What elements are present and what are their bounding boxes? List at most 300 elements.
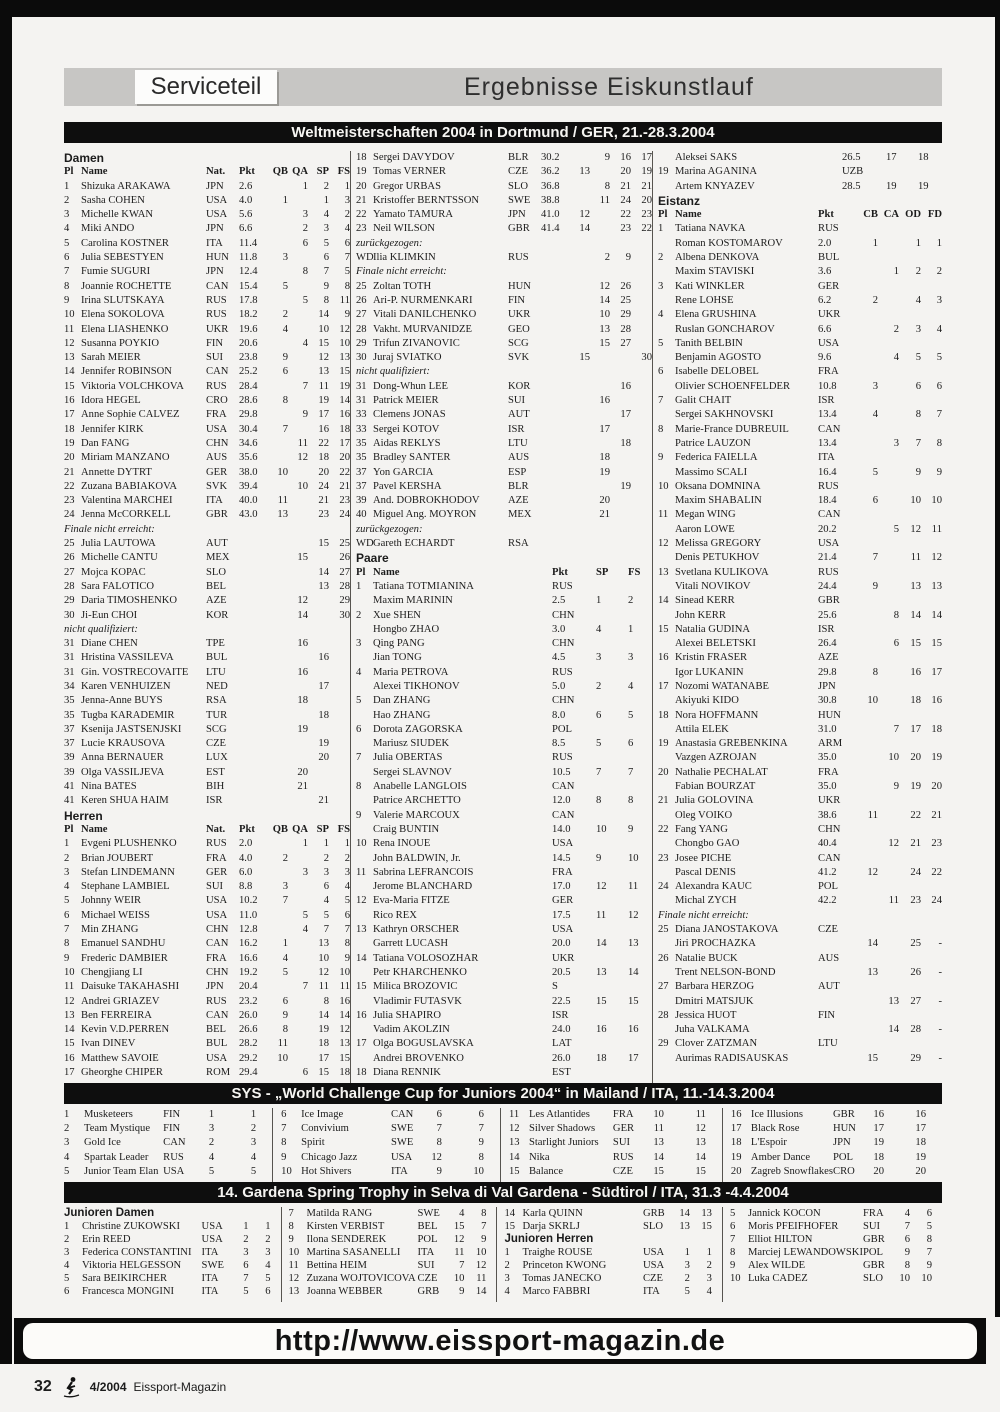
cell: QB: [272, 823, 288, 835]
cell: [541, 451, 571, 465]
cell: [308, 637, 329, 651]
result-row: [64, 980, 350, 994]
results-column-3: [652, 151, 942, 1083]
cell: 17: [873, 1123, 884, 1135]
cell: ITA: [201, 1286, 219, 1297]
cell: [610, 508, 631, 522]
cell: [329, 637, 350, 651]
result-row: [730, 1246, 938, 1259]
cell: CRO: [206, 395, 228, 407]
cell: KOR: [508, 380, 531, 392]
cell: 14: [599, 294, 610, 306]
cell: 3: [596, 652, 602, 664]
cell: FIN: [508, 294, 526, 306]
cell: [239, 551, 269, 565]
result-row: [64, 551, 350, 565]
cell: [590, 480, 610, 494]
cell: 12.4: [239, 266, 258, 278]
cell: 8: [926, 1234, 932, 1245]
cell: [921, 852, 942, 866]
cell: KOR: [206, 609, 229, 621]
cell: [658, 837, 675, 851]
cell: [878, 809, 899, 823]
result-row: [658, 980, 942, 994]
cell: [541, 480, 571, 494]
cell: Christine ZUKOWSKI: [82, 1221, 180, 1232]
cell: 20.5: [552, 966, 571, 978]
cell: [269, 294, 288, 308]
cell: [571, 380, 590, 394]
cell: 4.0: [239, 194, 253, 206]
cell: CB: [863, 209, 878, 221]
cell: [269, 551, 288, 565]
cell: [858, 437, 878, 451]
cell: [288, 737, 308, 751]
cell: [858, 1037, 878, 1051]
cell: CAN: [818, 423, 841, 435]
cell: Pl: [64, 823, 74, 835]
cell: Sergei DAVYDOV: [373, 152, 455, 163]
cell: 18: [599, 452, 610, 464]
cell: Rico REX: [373, 909, 417, 921]
cell: Michael WEISS: [81, 909, 150, 921]
cell: 23.8: [239, 352, 258, 364]
result-row: [356, 1037, 652, 1051]
cell: [628, 923, 652, 937]
cell: CAN: [552, 809, 575, 821]
cell: [239, 651, 269, 665]
cell: -: [938, 1024, 942, 1036]
result-row: [64, 780, 350, 794]
cell: [878, 280, 899, 294]
cell: [571, 337, 590, 351]
cell: [541, 394, 571, 408]
cell: 7: [459, 1260, 465, 1271]
cell: 19: [318, 395, 329, 407]
cell: 1: [504, 1247, 510, 1258]
sys-column-1: [64, 1108, 272, 1182]
sys-column-2: [272, 1108, 500, 1182]
cell: 14: [339, 1009, 350, 1021]
cell: 15: [64, 380, 75, 392]
cell: Patrick MEIER: [373, 395, 439, 407]
result-row: [64, 852, 350, 866]
cell: 5: [243, 1286, 249, 1297]
cell: Andrei BROVENKO: [373, 1052, 464, 1064]
cell: 14: [318, 309, 329, 321]
magazine-name: Eissport-Magazin: [133, 1380, 227, 1394]
result-row: [356, 1066, 652, 1080]
result-row: [658, 751, 942, 765]
cell: GER: [818, 280, 840, 292]
cell: FIN: [206, 337, 224, 349]
cell: Olga BOGUSLAVSKA: [373, 1038, 474, 1050]
cell: Natalie BUCK: [675, 952, 738, 964]
cell: 15: [508, 1165, 520, 1177]
cell: Anne Sophie CALVEZ: [81, 409, 180, 421]
cell: [658, 866, 675, 880]
cell: 20: [931, 781, 942, 793]
cell: 5: [628, 709, 634, 721]
cell: [308, 723, 329, 737]
cell: 21: [356, 194, 367, 206]
cell: Annette DYTRT: [81, 466, 152, 478]
cell: 4: [628, 680, 634, 692]
cell: Eva-Maria FITZE: [373, 895, 450, 907]
cell: [239, 637, 269, 651]
cell: [858, 623, 878, 637]
cell: 13: [867, 966, 878, 978]
cell: 3: [64, 1137, 70, 1149]
cell: 9: [936, 466, 942, 478]
cell: Matilda RANG: [306, 1208, 373, 1219]
cell: 19: [620, 480, 631, 492]
cell: 20: [339, 452, 350, 464]
cell: 18: [356, 152, 367, 163]
cell: FIN: [163, 1123, 181, 1135]
subsection-label: Finale nicht erreicht:: [356, 266, 447, 278]
cell: [878, 1052, 899, 1066]
cell: Frederic DAMBIER: [81, 952, 168, 964]
cell: 16: [915, 1109, 926, 1120]
cell: Rene LOHSE: [675, 294, 734, 306]
cell: 16: [297, 666, 308, 678]
cell: [239, 609, 269, 623]
cell: Ji-Eun CHOI: [81, 609, 138, 621]
cell: 1: [915, 237, 921, 249]
cell: Alexei BELETSKI: [675, 638, 756, 650]
cell: Yon GARCIA: [373, 466, 434, 478]
cell: 9: [915, 466, 921, 478]
cell: Elena GRUSHINA: [675, 309, 757, 321]
cell: 18: [730, 1137, 742, 1149]
cell: 15: [701, 1221, 712, 1232]
cell: 33: [356, 409, 367, 421]
cell: 8: [904, 1260, 910, 1271]
cell: Tanith BELBIN: [675, 337, 743, 349]
cell: RSA: [206, 695, 227, 707]
cell: 19: [318, 738, 329, 750]
cell: 12: [599, 280, 610, 292]
result-row: [64, 437, 350, 451]
cell: [878, 594, 899, 608]
result-row: [64, 866, 350, 880]
cell: [631, 451, 652, 465]
result-row: [289, 1207, 493, 1220]
cell: [921, 423, 942, 437]
result-row: [281, 1136, 496, 1150]
cell: [269, 580, 288, 594]
result-row: [658, 180, 942, 194]
cell: Valentina MARCHEI: [81, 495, 173, 507]
cell: [899, 308, 921, 322]
cell: 2: [243, 1234, 249, 1245]
cell: RUS: [206, 309, 227, 321]
cell: Dmitri MATSJUK: [675, 995, 754, 1007]
subsection-label: nicht qualifiziert:: [356, 366, 430, 378]
cell: [288, 566, 308, 580]
cell: [631, 423, 652, 437]
cell: UKR: [818, 795, 841, 807]
cell: SP: [316, 166, 329, 178]
cell: 24: [910, 866, 921, 878]
cell: Aidas REKLYS: [373, 437, 441, 449]
cell: Keren SHUA HAIM: [81, 795, 169, 807]
cell: CAN: [206, 280, 229, 292]
cell: 7: [64, 266, 70, 278]
cell: Nat.: [206, 166, 226, 178]
cell: 5.0: [552, 680, 566, 692]
cell: [899, 394, 921, 408]
cell: 13: [701, 1208, 712, 1219]
cell: [878, 623, 899, 637]
cell: [658, 580, 675, 594]
cell: Sarah MEIER: [81, 352, 141, 364]
cell: Nat.: [206, 823, 226, 835]
issue-number: 4/2004: [89, 1380, 127, 1394]
cell: Sergei SAKHNOVSKI: [675, 409, 774, 421]
cell: BUL: [818, 252, 840, 264]
cell: 40: [356, 509, 367, 521]
cell: [899, 852, 921, 866]
cell: Julia SHAPIRO: [373, 1009, 441, 1021]
cell: 10: [899, 1273, 910, 1284]
cell: [288, 251, 308, 265]
result-row: [658, 594, 942, 608]
result-row: [356, 323, 652, 337]
cell: Spirit: [301, 1137, 325, 1149]
cell: 9: [281, 1151, 287, 1163]
cell: CAN: [206, 938, 229, 950]
cell: [610, 351, 631, 365]
cell: [239, 780, 269, 794]
cell: [628, 1037, 652, 1051]
result-row: [730, 1207, 938, 1220]
cell: [628, 666, 652, 680]
cell: [571, 508, 590, 522]
cell: 20: [318, 466, 329, 478]
cell: [239, 766, 269, 780]
cell: [899, 680, 921, 694]
cell: Dan FANG: [81, 437, 130, 449]
cell: 3: [282, 252, 288, 264]
result-row: [281, 1151, 496, 1165]
cell: 8.0: [552, 709, 566, 721]
cell: Jannick KOCON: [747, 1208, 821, 1219]
cell: 4: [302, 924, 308, 936]
cell: Pavel KERSHA: [373, 480, 442, 492]
cell: [610, 394, 631, 408]
cell: Pl: [64, 166, 74, 178]
cell: 8: [323, 294, 329, 306]
scan-border-top: [0, 0, 1000, 17]
cell: [631, 437, 652, 451]
cell: 2.6: [239, 180, 253, 192]
cell: CAN: [818, 852, 841, 864]
cell: Maxim MARININ: [373, 595, 453, 607]
cell: 15: [318, 337, 329, 349]
result-row: [64, 594, 350, 608]
cell: SVK: [508, 352, 530, 364]
subsection-label: zurückgezogen:: [356, 237, 423, 249]
cell: QA: [292, 823, 308, 835]
cell: [858, 323, 878, 337]
cell: 2.5: [552, 595, 566, 607]
cell: 14: [910, 609, 921, 621]
cell: Petr KHARCHENKO: [373, 966, 467, 978]
cell: 35.0: [818, 781, 837, 793]
cell: 6: [282, 366, 288, 378]
cell: 1: [282, 194, 288, 206]
cell: Alexei TIKHONOV: [373, 680, 460, 692]
cell: [541, 337, 571, 351]
cell: 25: [339, 538, 350, 550]
result-row: [356, 995, 652, 1009]
cell: [631, 480, 652, 494]
cell: [658, 966, 675, 980]
cell: [239, 666, 269, 680]
cell: 13.4: [818, 437, 837, 449]
cell: 11: [277, 1038, 288, 1050]
cell: 39.4: [239, 480, 258, 492]
cell: [596, 837, 628, 851]
cell: 18: [318, 452, 329, 464]
cell: 28: [620, 323, 631, 335]
cell: 17: [641, 152, 652, 163]
cell: 37: [64, 738, 75, 750]
result-row: [64, 966, 350, 980]
cell: Julia GOLOVINA: [675, 795, 754, 807]
cell: Andrei GRIAZEV: [81, 995, 160, 1007]
result-row: [658, 265, 942, 279]
cell: [899, 1009, 921, 1023]
cell: 31: [356, 380, 367, 392]
cell: 19: [339, 380, 350, 392]
cell: 4.0: [239, 852, 253, 864]
cell: 33: [356, 423, 367, 435]
cell: Carolina KOSTNER: [81, 237, 169, 249]
cell: [269, 437, 288, 451]
cell: 15: [318, 538, 329, 550]
cell: 9: [729, 1260, 736, 1271]
scan-border-left: [0, 17, 12, 1364]
cell: 11.0: [239, 909, 258, 921]
result-row: [658, 637, 942, 651]
cell: [269, 451, 288, 465]
cell: QB: [272, 166, 288, 178]
cell: Albena DENKOVA: [675, 252, 760, 264]
cell: [921, 222, 942, 236]
cell: 15: [628, 995, 639, 1007]
cell: [878, 766, 899, 780]
cell: GBR: [862, 1234, 885, 1245]
cell: [329, 794, 350, 808]
result-row: [356, 537, 652, 551]
cell: 27: [910, 995, 921, 1007]
cell: 1: [344, 838, 350, 850]
result-row: [356, 751, 652, 765]
column-header-row: [356, 566, 652, 580]
cell: [658, 494, 675, 508]
cell: [596, 666, 628, 680]
cell: [269, 866, 288, 880]
cell: 25: [658, 924, 669, 936]
cell: Ice Image: [301, 1109, 344, 1120]
cell: 7: [282, 423, 288, 435]
cell: [631, 380, 652, 394]
cell: 17: [356, 1038, 367, 1050]
cell: SWE: [390, 1123, 414, 1135]
cell: 21: [339, 480, 350, 492]
cell: 8: [356, 781, 362, 793]
result-row: [281, 1165, 496, 1179]
cell: [878, 480, 899, 494]
cell: [329, 723, 350, 737]
cell: [356, 823, 373, 837]
cell: 5: [302, 909, 308, 921]
cell: USA: [642, 1260, 665, 1271]
cell: 15: [653, 1165, 664, 1177]
cell: Zuzana BABIAKOVA: [81, 480, 178, 492]
cell: 9: [658, 452, 664, 464]
cell: Akiyuki KIDO: [675, 695, 739, 707]
result-row: [64, 566, 350, 580]
cell: 29.4: [239, 1067, 258, 1078]
cell: Jian TONG: [373, 652, 422, 664]
cell: 11: [318, 380, 329, 392]
cell: FS: [628, 566, 641, 578]
cell: Erin REED: [82, 1234, 131, 1245]
cell: Les Atlantides: [528, 1109, 590, 1120]
cell: 27: [64, 566, 75, 578]
cell: 6: [281, 1109, 287, 1120]
cell: 10: [277, 466, 288, 478]
cell: FRA: [818, 766, 839, 778]
cell: 10: [653, 1109, 664, 1120]
result-row: [658, 251, 942, 265]
cell: Hristina VASSILEVA: [81, 652, 174, 664]
result-row: [658, 651, 942, 665]
cell: 12: [297, 452, 308, 464]
cell: John KERR: [675, 609, 726, 621]
cell: RUS: [206, 995, 227, 1007]
cell: 10: [921, 1273, 932, 1284]
cell: 1: [872, 237, 878, 249]
cell: -: [938, 966, 942, 978]
cell: 3: [915, 323, 921, 335]
cell: GBR: [508, 223, 530, 235]
cell: 3: [936, 294, 942, 306]
cell: 12: [453, 1234, 465, 1245]
cell: Oksana DOMNINA: [675, 480, 761, 492]
cell: 2: [344, 209, 350, 221]
cell: [269, 766, 288, 780]
cell: [858, 680, 878, 694]
cell: 14: [931, 609, 942, 621]
cell: 2: [872, 294, 878, 306]
cell: Viktoria VOLCHKOVA: [81, 380, 184, 392]
cell: 16: [910, 666, 921, 678]
cell: 29.8: [239, 409, 258, 421]
cell: [921, 1009, 942, 1023]
cell: [628, 809, 652, 823]
cell: 20: [641, 194, 652, 206]
cell: SUI: [206, 881, 224, 893]
cell: Valerie MARCOUX: [373, 809, 460, 821]
cell: 11: [695, 1109, 706, 1120]
cell: Darja SKRLJ: [522, 1221, 580, 1232]
cell: Aleksei SAKS: [675, 152, 738, 163]
